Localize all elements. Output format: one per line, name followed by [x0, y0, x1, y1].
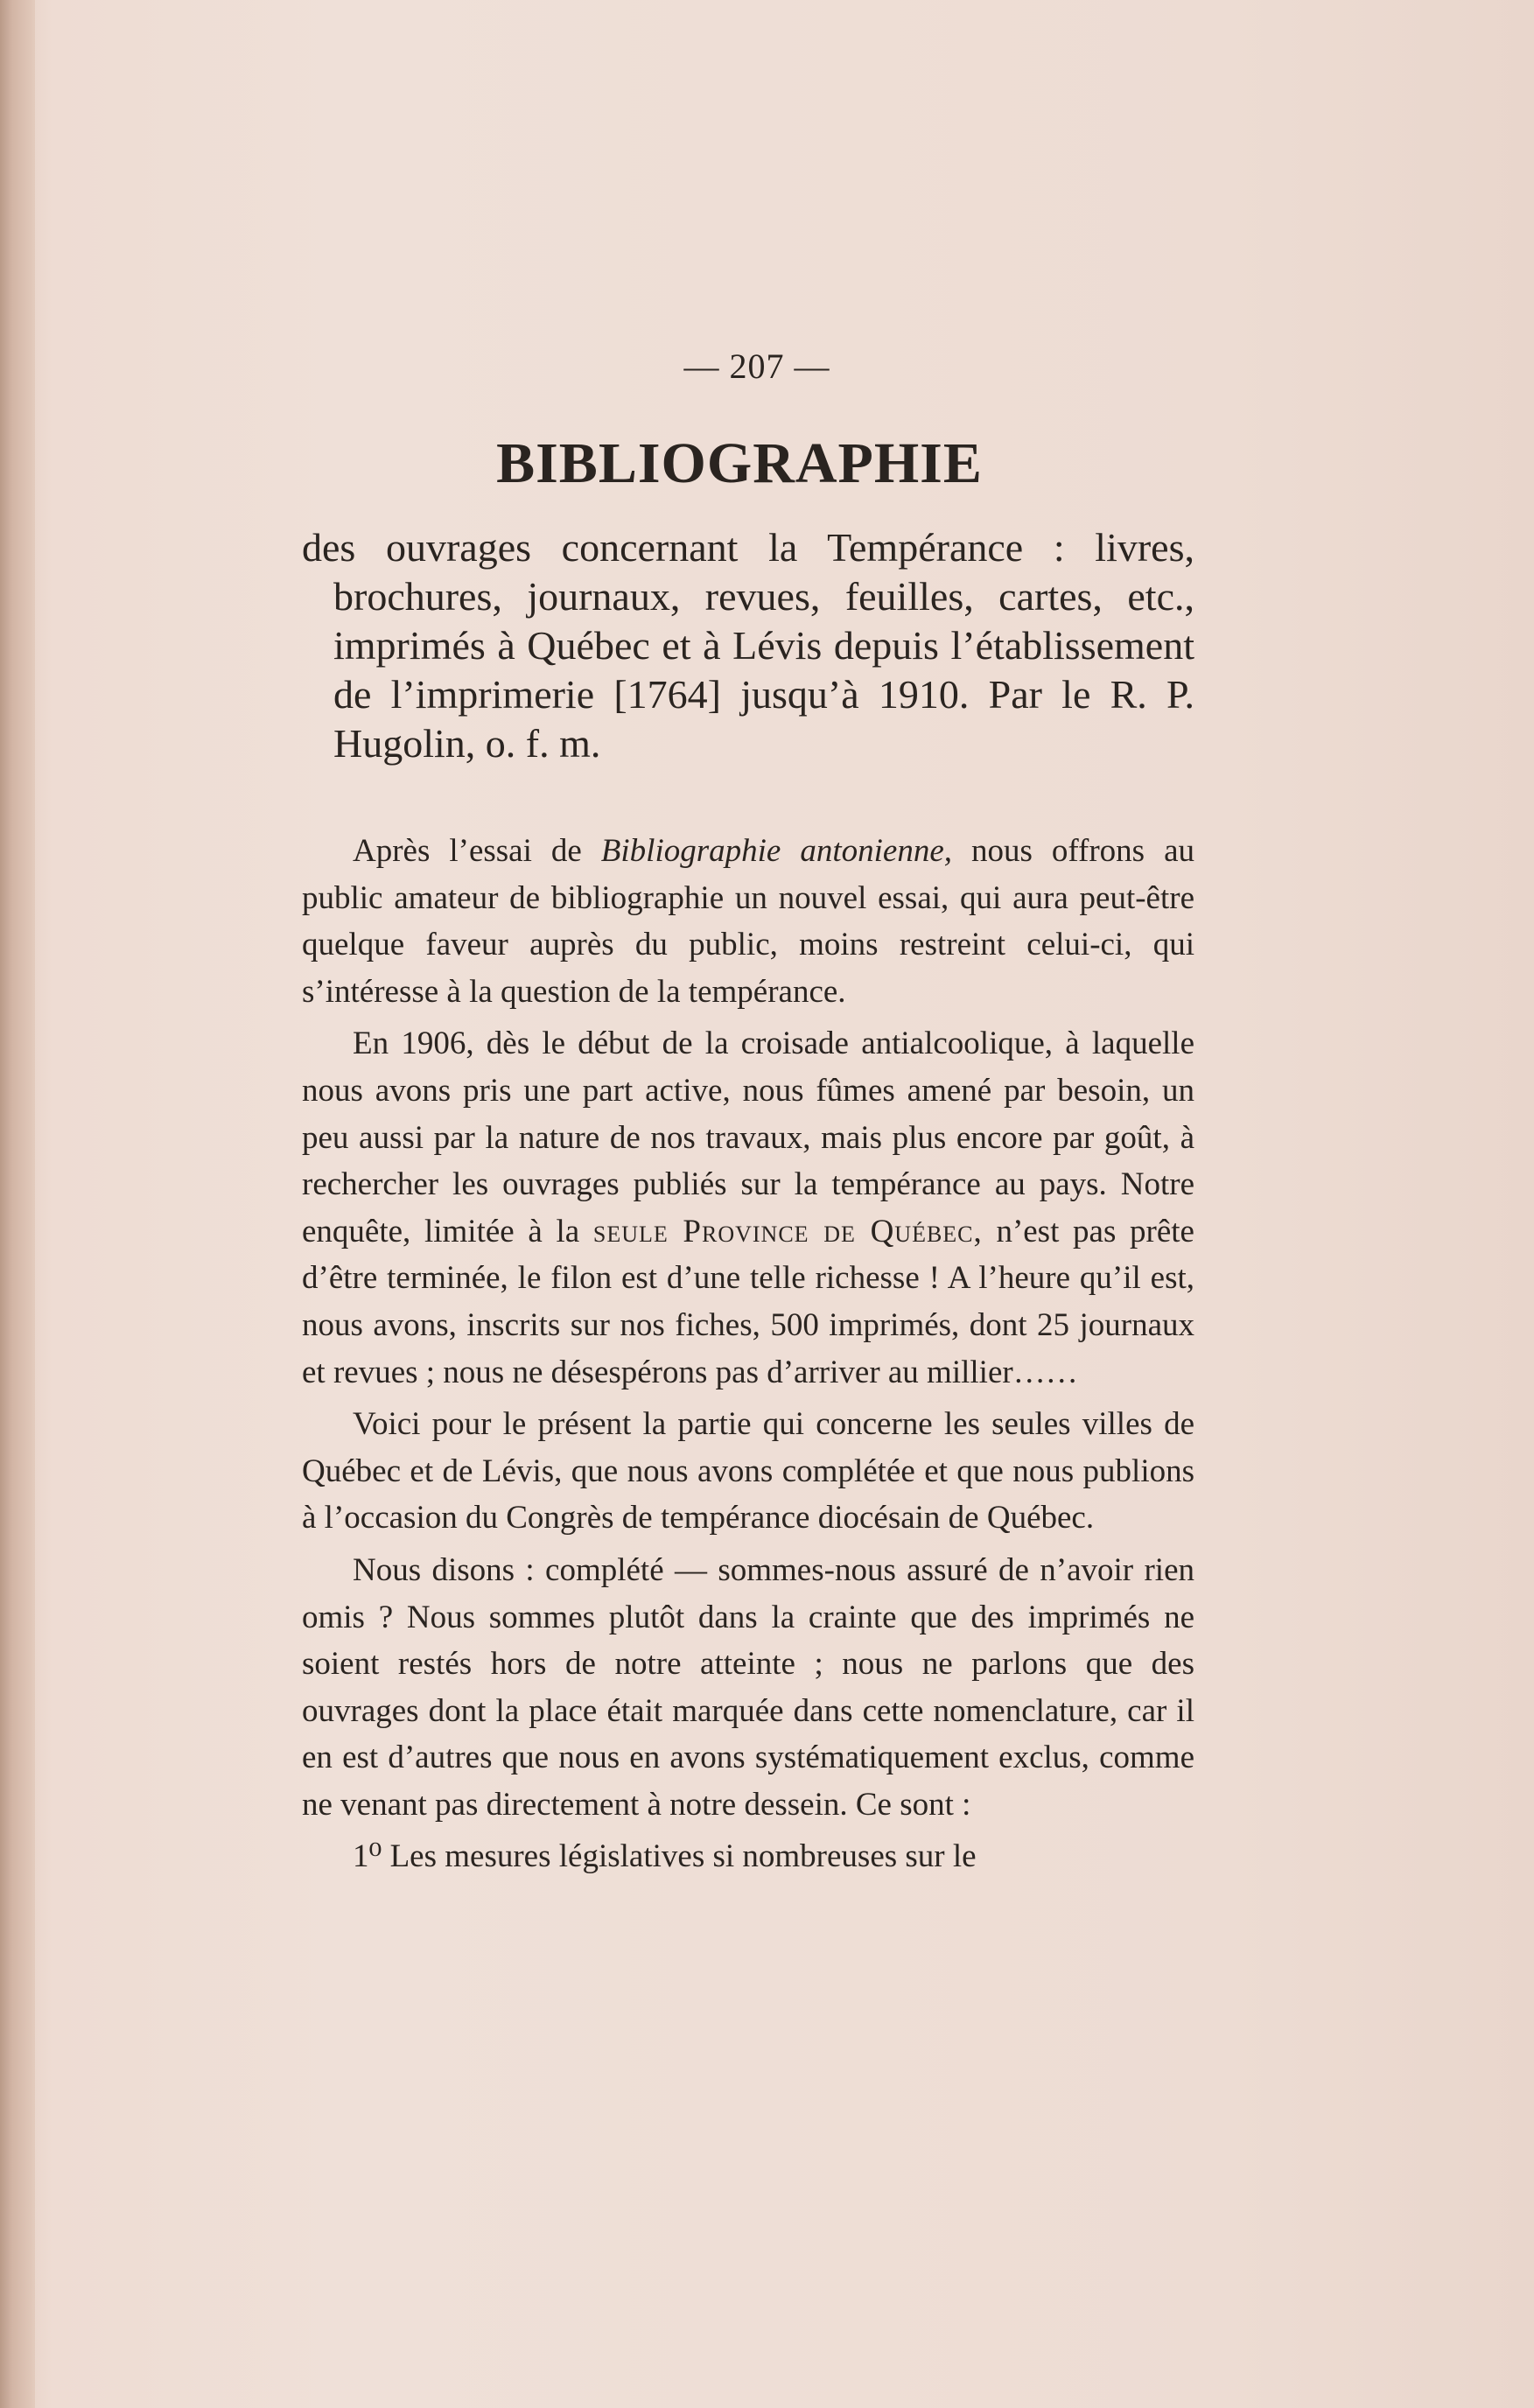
paragraph-3: Voici pour le présent la partie qui concerne les seules villes de Québec et de Lévis, que nous avons complétée et que nous publions à l’occasion du Congrès de tempérance diocésain de Québec.	[302, 1406, 1194, 1536]
page-content	[302, 346, 1194, 1880]
page-gutter-shadow	[0, 0, 35, 2408]
paragraph-1-end: nous offrons au public amateur de bibliographie un nouvel essai, qui aura peut-être quelque faveur auprès du public, moins restreint celui-ci, qui s’intéresse à la question de la tempérance.	[302, 833, 1195, 1010]
paragraph-1-start: Après l’essai de	[353, 833, 601, 869]
paragraph-5: 1⁰ Les mesures législatives si nombreuses sur le	[353, 1838, 977, 1875]
paragraph-4: Nous disons : complété — sommes-nous assuré de n’avoir rien omis ? Nous sommes plutôt dans la crainte que des imprimés ne soient restés hors de notre atteinte ; nous ne parlons que des ouvrages dont la place était marquée dans cette nomenclature, car il en est d’autres que nous en avons systématiquement exclus, comme ne venant pas directement à notre dessein. Ce sont :	[302, 1551, 1194, 1823]
paragraph-1-italic-title: Bibliographie antonienne,	[600, 833, 952, 869]
paragraph-2-start: En 1906, dès le début de la croisade antialcoolique, à laquelle nous avons pris une part active, nous fûmes amené par besoin, un peu aussi par la nature de nos travaux, mais plus encore par goût, à rechercher les ouvrages publiés sur la tempérance au pays. Notre enquête, limitée à la	[302, 1026, 1194, 1250]
paragraph-2	[302, 1020, 1194, 1396]
section-title: BIBLIOGRAPHIE	[496, 431, 983, 495]
bibliography-subtitle: des ouvrages concernant la Tempérance : livres, brochures, journaux, revues, feuilles, cartes, etc., imprimés à Québec et à Lévis depuis l’établissement de l’imprimerie [1764] jusqu’à 1910. Par le R. P. Hugolin, o. f. m.	[302, 525, 1194, 766]
paragraph-2-end: n’est pas prête d’être terminée, le filon est d’une telle richesse ! A l’heure qu’il est, nous avons, inscrits sur nos fiches, 500 imprimés, dont 25 journaux et revues ; nous ne désespérons pas d’arriver au millier……	[302, 1213, 1194, 1390]
paragraph-2-smallcaps: seule Province de Québec,	[592, 1213, 983, 1250]
paragraph-1	[302, 828, 1194, 1015]
page-number: — 207 —	[683, 346, 830, 386]
